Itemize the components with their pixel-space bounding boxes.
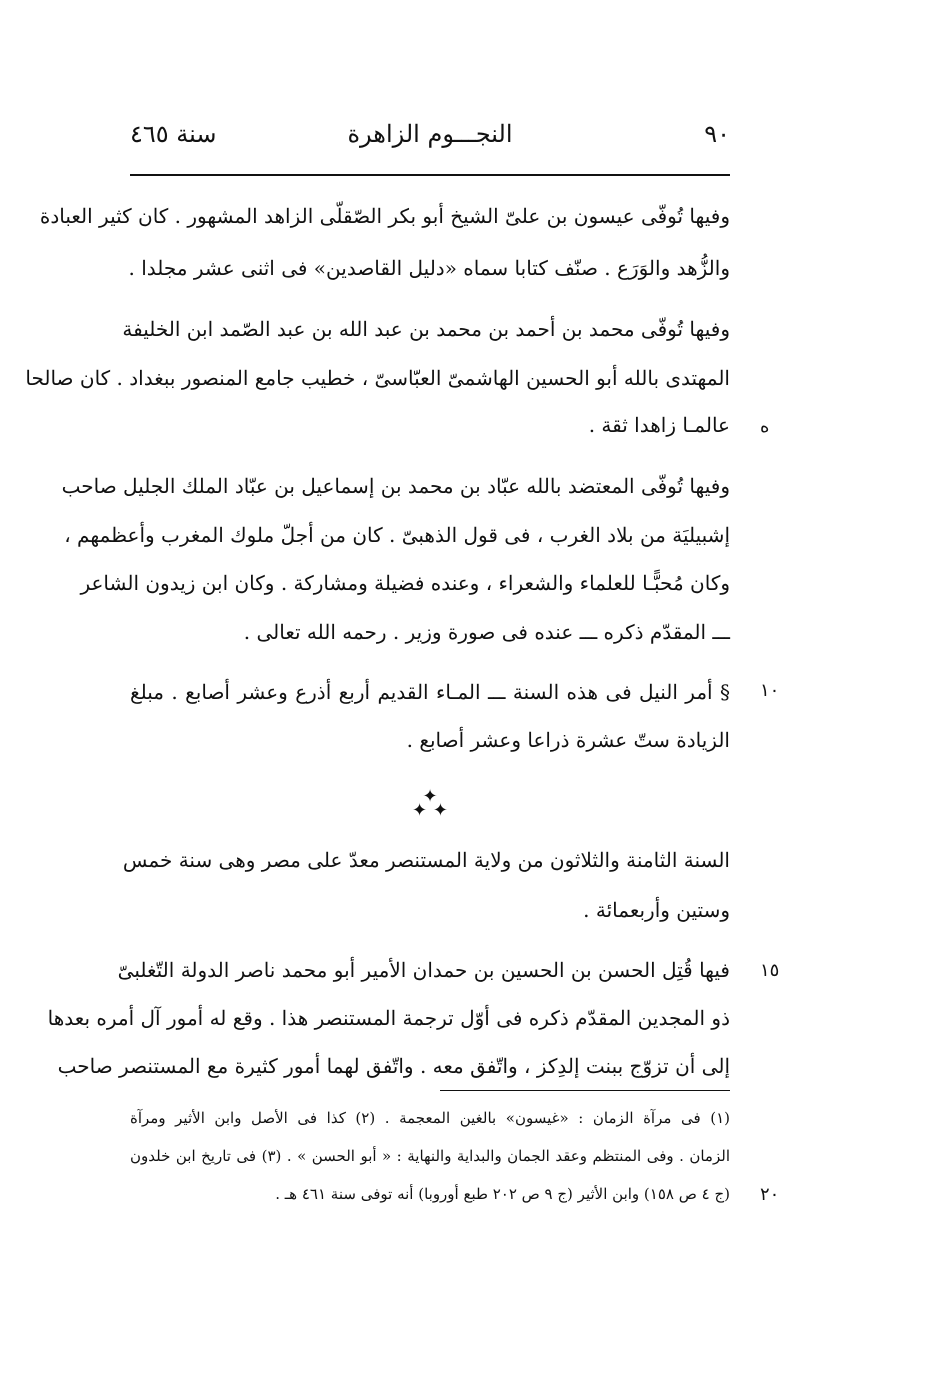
text-line: وكان مُحبًّـا للعلماء والشعراء ، وعنده فضيلة ومشاركة . وكان ابن زيدون الشاعر <box>80 571 730 595</box>
footnote-line: الزمان . وفى المنتظم وعقد الجمان والبداية والنهاية : « أبو الحسن » . (٣) فى تاريخ ابن خلدون <box>130 1147 730 1165</box>
text-line: إشبيليَة من بلاد الغرب ، فى قول الذهبىّ . كان من أجلّ ملوك المغرب وأعظمهم ، <box>64 523 730 547</box>
text-line: وفيها تُوفّى عيسون بن علىّ الشيخ أبو بكر الصّقلّى الزاهد المشهور . كان كثير العبادة <box>39 204 730 228</box>
header-page-number: ٩٠ <box>704 120 730 148</box>
header-year: سنة ٤٦٥ <box>130 120 217 148</box>
text-line: وفيها تُوفّى محمد بن أحمد بن محمد بن عبد الله بن عبد الصّمد ابن الخليفة <box>122 317 730 341</box>
text-line: وفيها تُوفّى المعتضد بالله عبّاد بن محمد بن إسماعيل بن عبّاد الملك الجليل صاحب <box>61 474 730 498</box>
text-line: فيها قُتِل الحسن بن الحسين بن حمدان الأمير أبو محمد ناصر الدولة التّغلبىّ <box>117 958 730 982</box>
header-rule <box>130 174 730 176</box>
text-line: وستين وأربعمائة . <box>583 898 730 922</box>
footnote-line: (ج ٤ ص ١٥٨) وابن الأثير (ج ٩ ص ٢٠٢ طبع أوروبا) أنه توفى سنة ٤٦١ هـ . <box>275 1185 730 1203</box>
text-line: والزُّهد والوَرَع . صنّف كتابا سماه «دليل القاصدين» فى اثنى عشر مجلدا . <box>128 256 730 280</box>
text-line: السنة الثامنة والثلاثون من ولاية المستنصر معدّ على مصر وهى سنة خمس <box>122 848 730 872</box>
section-ornament: ✦ ✦ ✦ <box>412 786 448 821</box>
line-number: ه <box>760 416 770 437</box>
text-line: الزيادة ستّ عشرة ذراعا وعشر أصابع . <box>406 728 730 752</box>
text-line: إلى أن تزوّج ببنت إلدِكز ، واتّفق معه . واتّفق لهما أمور كثيرة مع المستنصر صاحب <box>57 1054 730 1078</box>
footnote-rule <box>440 1090 730 1091</box>
text-line: ـــ المقدّم ذكره ـــ عنده فى صورة وزير . رحمه الله تعالى . <box>243 620 730 644</box>
header-book-title: النجـــوم الزاهرة <box>347 120 513 148</box>
line-number: ١٠ <box>760 680 780 701</box>
line-number: ١٥ <box>760 960 780 981</box>
text-line: § أمر النيل فى هذه السنة ـــ المـاء القديم أربع أذرع وعشر أصابع . مبلغ <box>130 680 730 704</box>
text-line: عالمـا زاهدا ثقة . <box>588 413 730 437</box>
text-line: المهتدى بالله أبو الحسين الهاشمىّ العبّاسىّ ، خطيب جامع المنصور ببغداد . كان صالحا <box>25 366 730 390</box>
line-number: ٢٠ <box>760 1184 780 1205</box>
text-line: ذو المجدين المقدّم ذكره فى أوّل ترجمة المستنصر هذا . وقع له أمور آل أمره بعدها <box>47 1006 730 1030</box>
footnote-line: (١) فى مرآة الزمان : «غيسون» بالغين المعجمة . (٢) كذا فى الأصل وابن الأثير ومرآة <box>130 1109 730 1127</box>
page-header <box>130 120 730 160</box>
